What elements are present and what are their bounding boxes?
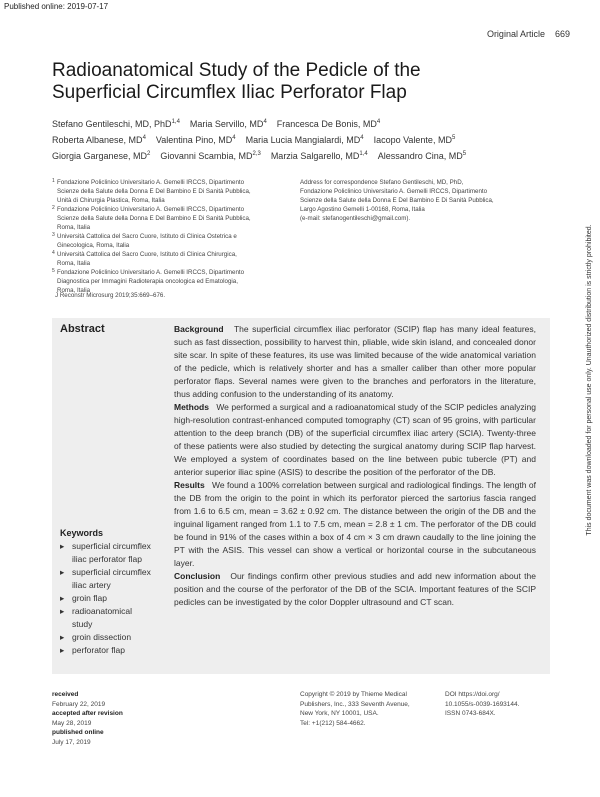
affiliation-line: Ginecologica, Roma, Italia — [57, 242, 130, 249]
affiliation-number: 3 — [52, 232, 55, 238]
author-affiliation-mark: 4 — [232, 135, 236, 141]
date-value: May 28, 2019 — [52, 719, 92, 727]
author-name: Maria Servillo, MD — [189, 119, 264, 129]
correspondence-text: Scienze della Salute della Donna E Del Bambino E Di Sanità Pubblica, — [300, 197, 494, 204]
keyword-item — [60, 540, 170, 566]
author-list — [52, 115, 552, 163]
author-name: Maria Lucia Mangialardi, MD — [245, 135, 361, 145]
copyright-line: Tel: +1(212) 584-4662. — [300, 719, 366, 727]
affiliation-line: Università Cattolica del Sacro Cuore, Istituto di Clinica Chirurgica, — [57, 251, 237, 258]
correspondence-label: Address for correspondence — [300, 179, 378, 186]
copyright-line: Publishers, Inc., 333 Seventh Avenue, — [300, 700, 410, 708]
affiliation-item — [52, 250, 287, 268]
keyword-text: perforator flap — [72, 645, 125, 655]
abstract-heading: Abstract — [60, 323, 105, 335]
abstract-section-text: Our findings confirm other previous studies and add new information about the position and the course of the perforator of the DB of the SCIA. Important features of the SCIP pedicles can be investigated by the color Doppler ultrasound and CT scan. — [174, 571, 536, 607]
journal-citation: J Reconstr Microsurg 2019;35:669–676. — [55, 292, 166, 299]
correspondence-line — [300, 187, 540, 196]
author-name: Stefano Gentileschi, MD, PhD — [52, 119, 172, 129]
abstract-section-methods — [174, 401, 536, 479]
abstract-section-label: Methods — [174, 402, 209, 412]
published-online-stamp: Published online: 2019-07-17 — [4, 2, 109, 11]
affiliation-line: Fondazione Policlinico Universitario A. Gemelli IRCCS, Dipartimento — [57, 206, 245, 213]
keyword-bullet-icon: ▸ — [60, 541, 65, 551]
keyword-text: iliac artery — [72, 580, 111, 590]
author-name: Alessandro Cina, MD — [377, 151, 463, 161]
copyright-line: Copyright © 2019 by Thieme Medical — [300, 691, 407, 698]
doi-line: 10.1055/s-0039-1693144. — [445, 700, 520, 708]
author-line — [52, 131, 552, 147]
affiliation-line: Unità di Chirurgia Plastica, Roma, Italia — [57, 197, 165, 204]
affiliation-line: Fondazione Policlinico Universitario A. Gemelli IRCCS, Dipartimento — [57, 179, 245, 186]
copyright-line: New York, NY 10001, USA. — [300, 710, 379, 717]
correspondence-line — [300, 178, 540, 187]
keyword-text: study — [72, 619, 93, 629]
keywords-heading: Keywords — [60, 528, 104, 538]
keyword-list — [60, 540, 170, 657]
running-header — [487, 29, 570, 39]
abstract-section-results — [174, 479, 536, 570]
abstract-section-label: Conclusion — [174, 571, 221, 581]
date-label: received — [52, 691, 79, 698]
keyword-item — [60, 644, 170, 657]
affiliation-line: Scienze della Salute della Donna E Del Bambino E Di Sanità Pubblica, — [57, 215, 251, 222]
correspondence-text: Largo Agostino Gemelli 1-00168, Roma, Italia — [300, 206, 425, 213]
correspondence-line — [300, 205, 540, 214]
author-affiliation-mark: 4 — [360, 135, 364, 141]
abstract-section-text: The superficial circumflex iliac perforator (SCIP) flap has many ideal features, such as fast dissection, possibility to harvest thin, pliable, wide skin island, and concealed donor site scar. In spite of these features, its use was limited because of the wide anatomical variation of the pedicle, which is relatively shorter and has a smaller caliber than other more popular perforator flaps. Several names were given to the branches and perforators in the literature, thus adding confusion to the understanding of its anatomy. — [174, 324, 536, 399]
correspondence-line — [300, 196, 540, 205]
author-line — [52, 115, 552, 131]
keyword-text: iliac perforator flap — [72, 554, 142, 564]
title-line: Superficial Circumflex Iliac Perforator Flap — [52, 82, 407, 103]
affiliation-number: 2 — [52, 205, 55, 211]
affiliation-line: Scienze della Salute della Donna E Del Bambino E Di Sanità Pubblica, — [57, 188, 251, 195]
affiliation-number: 1 — [52, 178, 55, 184]
affiliation-line: Roma, Italia — [57, 287, 91, 294]
affiliation-number: 5 — [52, 268, 55, 274]
affiliation-line: Fondazione Policlinico Universitario A. Gemelli IRCCS, Dipartimento — [57, 269, 245, 276]
date-label: published online — [52, 729, 104, 736]
author-name: Valentina Pino, MD — [155, 135, 233, 145]
affiliation-line: Roma, Italia — [57, 224, 91, 231]
abstract-section-conclusion — [174, 570, 536, 609]
keyword-item — [60, 605, 170, 631]
doi-line: DOI https://doi.org/ — [445, 691, 500, 698]
abstract-section-label: Background — [174, 324, 224, 334]
correspondence-text: Stefano Gentileschi, MD, PhD, — [379, 179, 464, 186]
keyword-item — [60, 566, 170, 592]
author-affiliation-mark: 2,3 — [252, 151, 261, 157]
article-title — [52, 60, 472, 104]
page-number: 669 — [554, 29, 570, 39]
keyword-text: groin dissection — [72, 632, 132, 642]
author-affiliation-mark: 5 — [451, 135, 456, 141]
author-affiliation-mark: 4 — [142, 135, 146, 141]
download-notice — [586, 60, 596, 700]
author-name: Iacopo Valente, MD — [373, 135, 452, 145]
title-line: Radioanatomical Study of the Pedicle of the — [52, 60, 421, 81]
affiliation-number: 4 — [52, 250, 55, 256]
abstract-body — [174, 323, 536, 609]
date-value: February 22, 2019 — [52, 700, 106, 708]
keyword-item — [60, 592, 170, 605]
keyword-text: superficial circumflex — [72, 541, 151, 551]
correspondence-text: (e-mail: stefanogentileschi@gmail.com). — [300, 215, 411, 222]
author-name: Marzia Salgarello, MD — [270, 151, 360, 161]
keyword-bullet-icon: ▸ — [60, 606, 65, 616]
keyword-text: superficial circumflex — [72, 567, 151, 577]
date-value: July 17, 2019 — [52, 738, 91, 746]
affiliation-line: Roma, Italia — [57, 260, 91, 267]
author-affiliation-mark: 4 — [263, 119, 267, 125]
doi-info — [445, 690, 555, 719]
keyword-bullet-icon: ▸ — [60, 632, 65, 642]
keyword-bullet-icon: ▸ — [60, 593, 65, 603]
abstract-section-background — [174, 323, 536, 401]
author-affiliation-mark: 1,4 — [359, 151, 368, 157]
affiliations — [52, 178, 287, 295]
author-name: Giovanni Scambia, MD — [160, 151, 253, 161]
affiliation-line: Università Cattolica del Sacro Cuore, Istituto di Clinica Ostetrica e — [57, 233, 237, 240]
abstract-section-text: We found a 100% correlation between surgical and radiological findings. The length of the DB from the origin to the point in which its perforator pierced the sartorius fascia ranged from 1.6 to 6.5 cm, mean = 3.62 ± 0.92 cm. The distance between the origin of the DB and the inguinal ligament ranged from 1.1 to 7.5 cm, mean = 2.8 ± 1 cm. The perforator of the DB could be found in 91% of the cases within a box of 4 cm × 3 cm drawn caudally to the line joining the PT with the ASIS. This vessel can show a vertical or horizontal course in the subcutaneous layer. — [174, 480, 536, 568]
keyword-bullet-icon: ▸ — [60, 645, 65, 655]
affiliation-item — [52, 232, 287, 250]
affiliation-item — [52, 205, 287, 232]
affiliation-line: Diagnostica per Immagini Radioterapia oncologica ed Ematologia, — [57, 278, 238, 285]
author-affiliation-mark: 4 — [376, 119, 381, 125]
affiliation-item — [52, 268, 287, 295]
correspondence-address — [300, 178, 540, 223]
date-label: accepted after revision — [52, 710, 123, 717]
author-affiliation-mark: 1,4 — [171, 119, 180, 125]
author-line — [52, 147, 552, 163]
abstract-section-text: We performed a surgical and a radioanatomical study of the SCIP pedicles analyzing high-resolution contrast-enhanced computed tomography (CT) scan of 95 groins, with particular attention to the deep branch (DB) of the superficial circumflex iliac artery (SCIA). Twenty-three of these patients were also studied by detecting the surgical anatomy during SCIP flap harvest. We employed a system of coordinates based on the line between pubic tubercle (PT) and anterior superior iliac spine (ASIS) to describe the position of the perforator of the DB. — [174, 402, 536, 477]
doi-line: ISSN 0743-684X. — [445, 710, 496, 717]
download-notice-text: This document was downloaded for personal use only. Unauthorized distribution is strictly prohibited. — [586, 224, 593, 536]
copyright-notice — [300, 690, 440, 728]
author-name: Francesca De Bonis, MD — [276, 119, 377, 129]
article-dates — [52, 690, 123, 747]
keyword-text: groin flap — [72, 593, 107, 603]
keyword-item — [60, 631, 170, 644]
correspondence-line — [300, 214, 540, 223]
correspondence-text: Fondazione Policlinico Universitario A. Gemelli IRCCS, Dipartimento — [300, 188, 488, 195]
article-type: Original Article — [486, 29, 545, 39]
affiliation-item — [52, 178, 287, 205]
keyword-bullet-icon: ▸ — [60, 567, 65, 577]
author-affiliation-mark: 2 — [147, 151, 151, 157]
author-name: Giorgia Garganese, MD — [52, 151, 148, 161]
keyword-text: radioanatomical — [72, 606, 133, 616]
abstract-section-label: Results — [174, 480, 205, 490]
author-affiliation-mark: 5 — [462, 151, 467, 157]
author-name: Roberta Albanese, MD — [52, 135, 143, 145]
